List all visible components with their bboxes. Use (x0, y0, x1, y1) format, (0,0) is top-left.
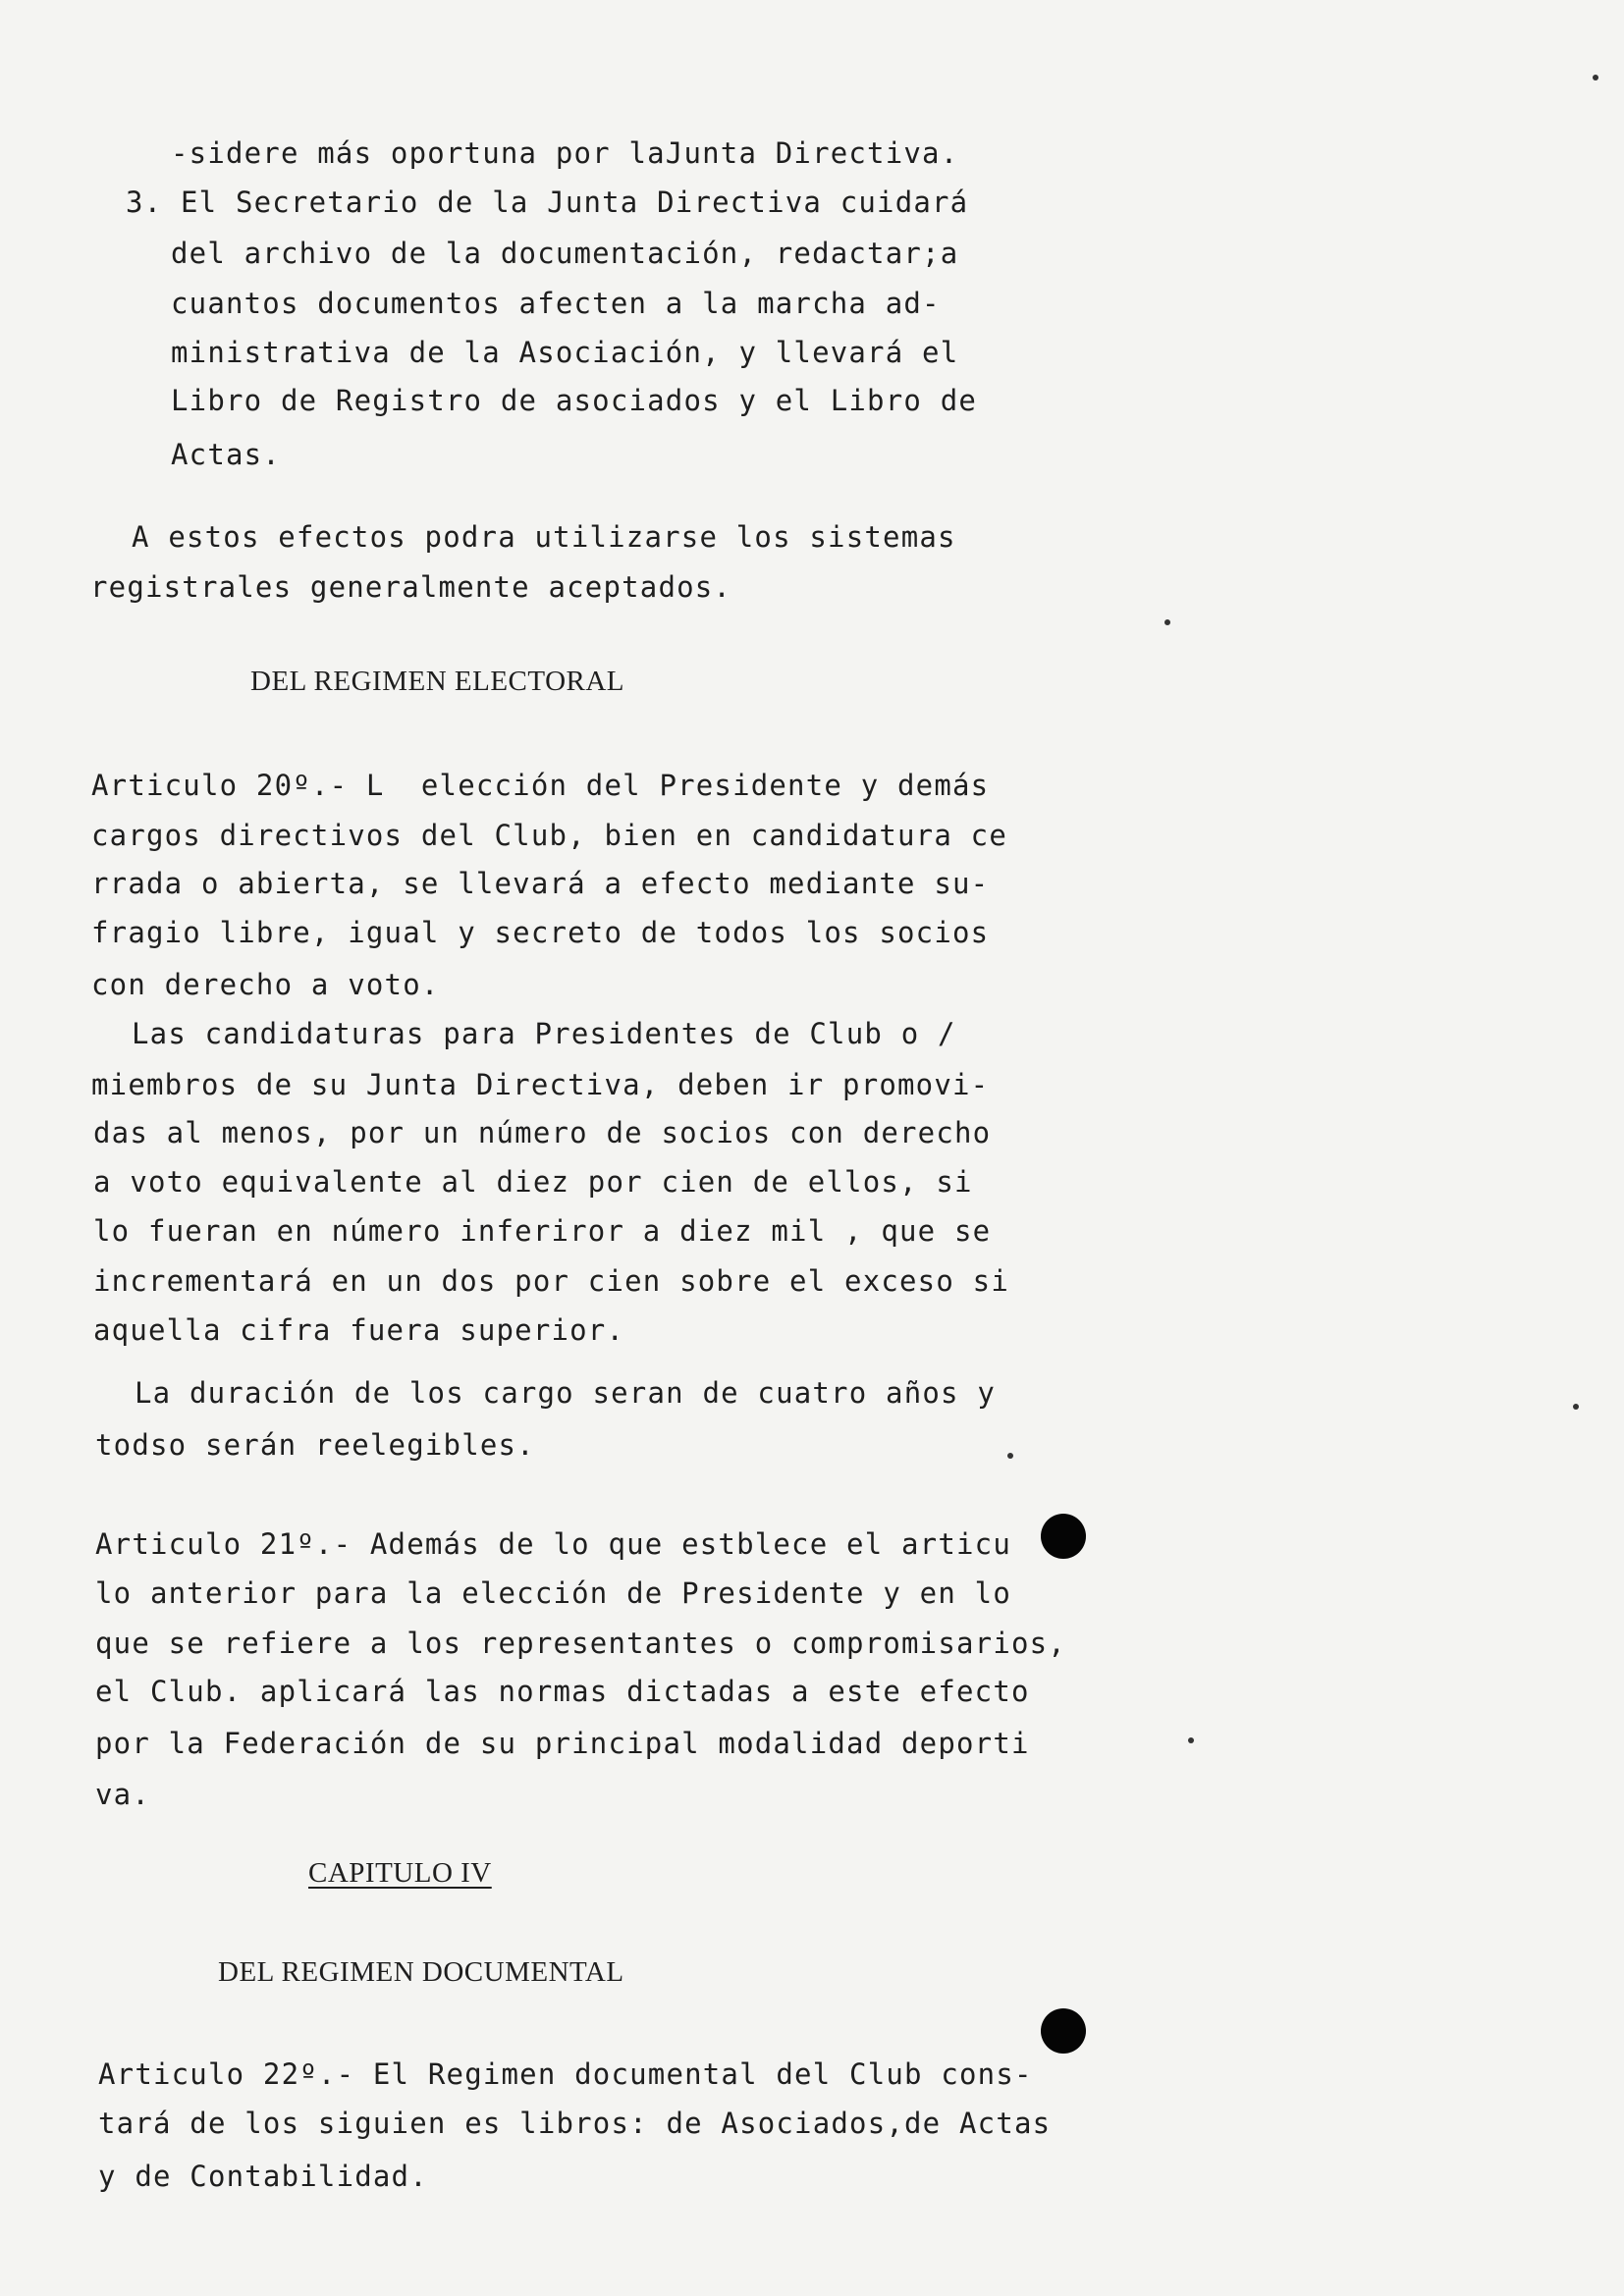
text-line: aquella cifra fuera superior. (93, 1313, 625, 1347)
text-line: rrada o abierta, se llevará a efecto mediante su- (91, 867, 990, 900)
text-line: Articulo 20º.- L elección del Presidente y demás (91, 769, 990, 802)
text-line: Actas. (171, 438, 281, 471)
section-heading-electoral: DEL REGIMEN ELECTORAL (250, 666, 625, 697)
text-line: das al menos, por un número de socios con derecho (93, 1116, 992, 1149)
scan-speck (1007, 1453, 1013, 1459)
text-line: a voto equivalente al diez por cien de ellos, si (93, 1165, 973, 1199)
scan-speck (1188, 1737, 1194, 1743)
text-line: lo anterior para la elección de Presidente y en lo (95, 1576, 1011, 1610)
scan-speck (1164, 619, 1170, 625)
text-line: que se refiere a los representantes o compromisarios, (95, 1627, 1066, 1660)
text-line: con derecho a voto. (91, 968, 440, 1001)
text-line: y de Contabilidad. (98, 2160, 428, 2193)
text-line: A estos efectos podra utilizarse los sistemas (132, 520, 956, 554)
section-heading-documental: DEL REGIMEN DOCUMENTAL (218, 1956, 624, 1988)
text-line: todso serán reelegibles. (95, 1428, 535, 1462)
text-line: Articulo 22º.- El Regimen documental del Club cons- (98, 2057, 1033, 2091)
scan-speck (1593, 75, 1598, 80)
punch-hole (1041, 2008, 1086, 2054)
text-line: -sidere más oportuna por laJunta Directiva. (171, 136, 959, 170)
chapter-heading: CAPITULO IV (308, 1857, 492, 1889)
punch-hole (1041, 1514, 1086, 1559)
text-line: lo fueran en número inferiror a diez mil , que se (93, 1214, 992, 1248)
text-line: incrementará en un dos por cien sobre el exceso si (93, 1264, 1009, 1298)
text-line: va. (95, 1778, 150, 1811)
text-line: cargos directivos del Club, bien en candidatura ce (91, 819, 1007, 852)
text-line: tará de los siguien es libros: de Asociados,de Actas (98, 2107, 1052, 2140)
text-line: por la Federación de su principal modalidad deporti (95, 1727, 1030, 1760)
text-line: fragio libre, igual y secreto de todos los socios (91, 916, 990, 949)
text-line: 3. El Secretario de la Junta Directiva cuidará (126, 186, 969, 219)
text-line: La duración de los cargo seran de cuatro años y (135, 1376, 996, 1410)
text-line: Las candidaturas para Presidentes de Club o / (132, 1017, 956, 1050)
text-line: cuantos documentos afecten a la marcha ad- (171, 287, 941, 320)
text-line: registrales generalmente aceptados. (90, 570, 732, 604)
text-line: miembros de su Junta Directiva, deben ir promovi- (91, 1068, 990, 1101)
text-line: ministrativa de la Asociación, y llevará el (171, 336, 959, 369)
text-line: del archivo de la documentación, redactar;a (171, 237, 959, 270)
text-line: Libro de Registro de asociados y el Libro de (171, 384, 978, 417)
text-line: el Club. aplicará las normas dictadas a este efecto (95, 1675, 1030, 1708)
text-line: Articulo 21º.- Además de lo que estblece el articu (95, 1527, 1011, 1561)
scan-speck (1573, 1404, 1579, 1410)
